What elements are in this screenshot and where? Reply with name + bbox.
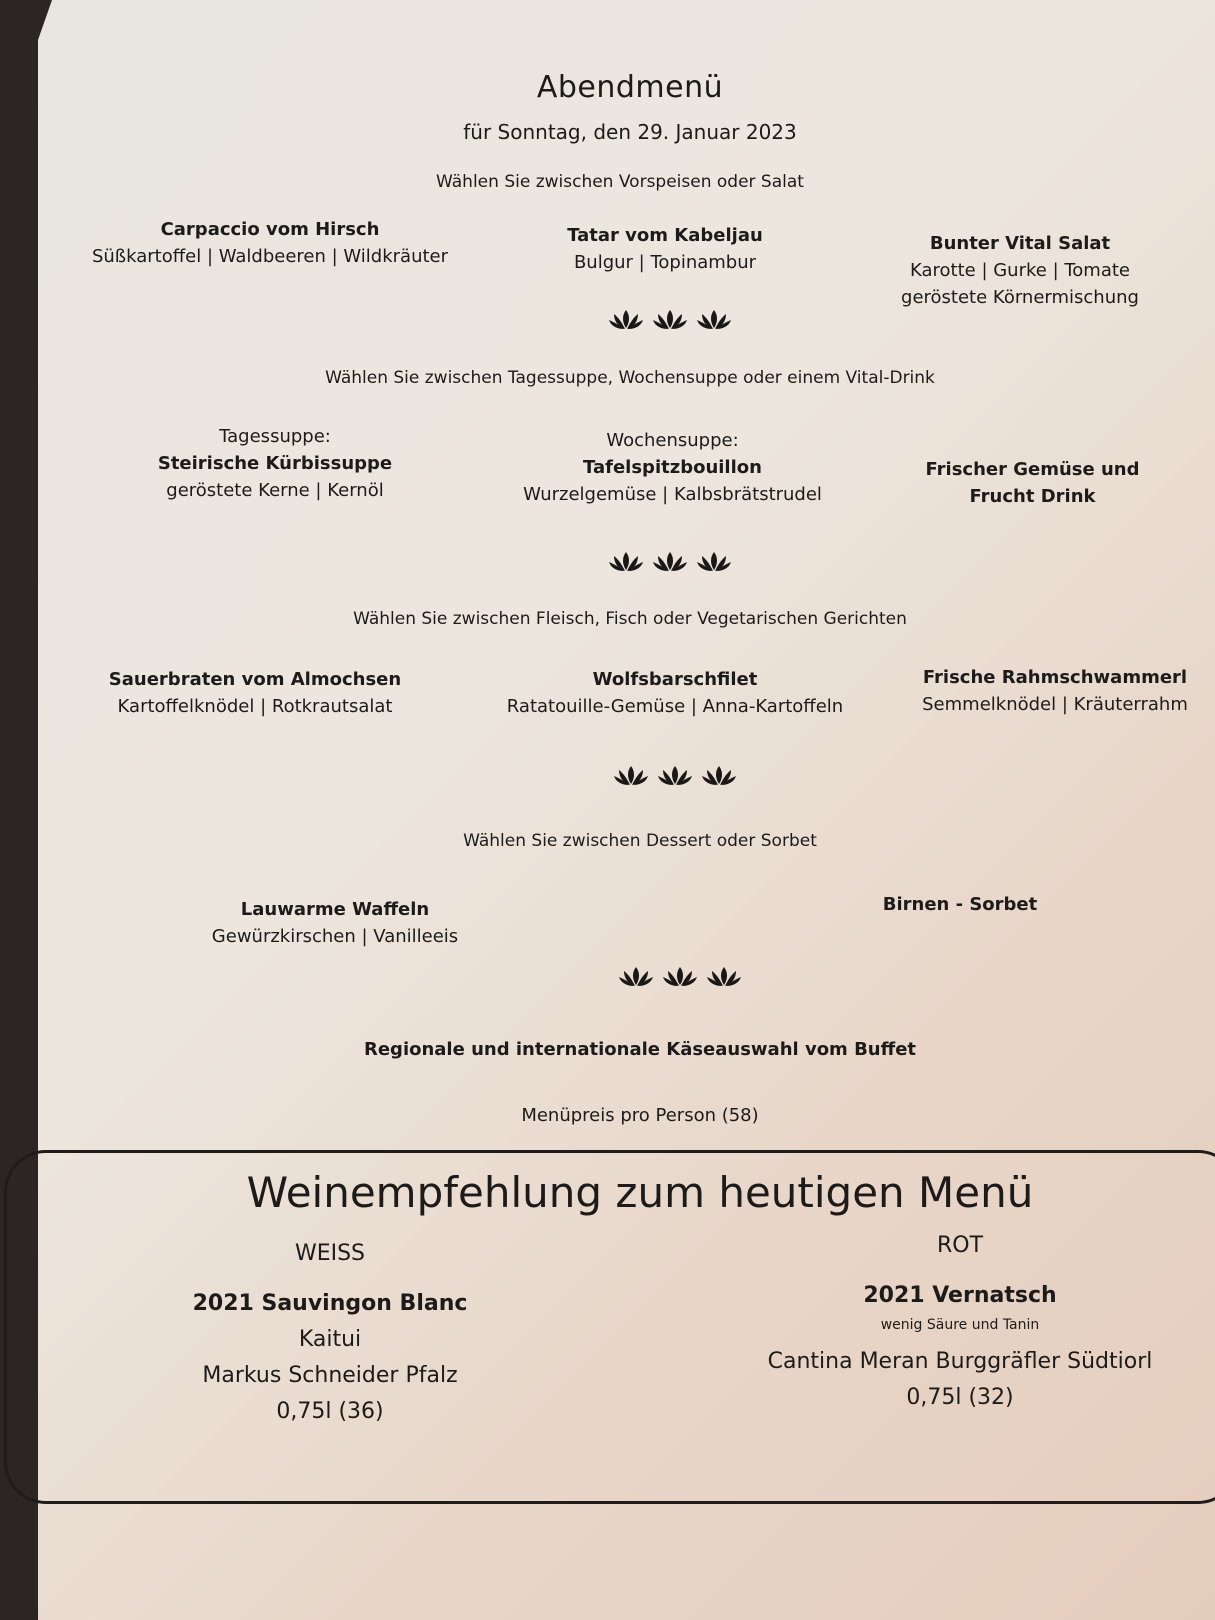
lotus-icon	[618, 965, 654, 987]
course1-dish-3	[870, 230, 1170, 311]
dish-name: Carpaccio vom Hirsch	[160, 219, 380, 240]
dish-desc: Semmelknödel | Kräuterrahm	[922, 694, 1188, 715]
course3-dish-2	[490, 666, 860, 720]
menu-date: für Sonntag, den 29. Januar 2023	[463, 120, 797, 144]
wine-white-line: Kaitui	[298, 1327, 362, 1352]
dish-name: Birnen - Sorbet	[882, 894, 1038, 915]
wine-red	[760, 1228, 1160, 1416]
wine-white-name: 2021 Sauvingon Blanc	[192, 1291, 468, 1316]
divider-3	[565, 764, 785, 786]
cheese-line: Regionale und internationale Käseauswahl vom Buffet	[363, 1039, 917, 1060]
dish-desc: geröstete Körnermischung	[901, 287, 1139, 308]
lotus-icon	[706, 965, 742, 987]
dish-desc: Ratatouille-Gemüse | Anna-Kartoffeln	[506, 696, 844, 717]
divider-2	[560, 550, 780, 572]
dish-desc: Süßkartoffel | Waldbeeren | Wildkräuter	[91, 246, 449, 267]
dish-desc: geröstete Kerne | Kernöl	[166, 480, 384, 501]
dish-name: Sauerbraten vom Almochsen	[108, 669, 402, 690]
wine-white	[180, 1236, 480, 1430]
dish-name: Wolfsbarschfilet	[592, 669, 758, 690]
lotus-icon	[652, 550, 688, 572]
wine-title: Weinempfehlung zum heutigen Menü	[246, 1168, 1034, 1217]
course4-hint: Wählen Sie zwischen Dessert oder Sorbet	[463, 831, 817, 851]
course1-dish-2	[500, 222, 830, 276]
wine-white-price: 0,75l (36)	[276, 1399, 384, 1424]
dish-name: Steirische Kürbissuppe	[157, 453, 393, 474]
course4-dish-1	[175, 896, 495, 950]
course1-dish-1	[80, 216, 460, 270]
course2-hint: Wählen Sie zwischen Tagessuppe, Wochensuppe oder einem Vital-Drink	[325, 368, 935, 388]
lotus-icon	[696, 308, 732, 330]
wine-red-note: wenig Säure und Tanin	[880, 1317, 1040, 1333]
lotus-icon	[701, 764, 737, 786]
lotus-icon	[613, 764, 649, 786]
lotus-icon	[657, 764, 693, 786]
dish-name: Frischer Gemüse und	[925, 459, 1140, 480]
wine-red-price: 0,75l (32)	[906, 1385, 1014, 1410]
lotus-icon	[662, 965, 698, 987]
dish-name: Tafelspitzbouillon	[583, 457, 762, 478]
lotus-icon	[608, 308, 644, 330]
dish-label: Tagessuppe:	[219, 426, 331, 447]
dish-desc: Kartoffelknödel | Rotkrautsalat	[117, 696, 393, 717]
wine-red-name: 2021 Vernatsch	[863, 1283, 1057, 1308]
menu-price: Menüpreis pro Person (58)	[521, 1105, 759, 1126]
course3-dish-3	[905, 664, 1205, 718]
dish-name: Frucht Drink	[969, 486, 1096, 507]
wine-white-heading: WEISS	[294, 1241, 366, 1266]
dish-desc: Gewürzkirschen | Vanilleeis	[211, 926, 459, 947]
lotus-icon	[696, 550, 732, 572]
wine-red-line: Cantina Meran Burggräfler Südtiorl	[767, 1349, 1153, 1374]
wine-red-heading: ROT	[936, 1233, 984, 1258]
dish-name: Lauwarme Waffeln	[240, 899, 430, 920]
dish-desc: Bulgur | Topinambur	[573, 252, 757, 273]
course2-dish-1	[120, 423, 430, 504]
dish-label: Wochensuppe:	[606, 430, 739, 451]
course2-dish-3	[900, 456, 1165, 510]
divider-4	[570, 965, 790, 987]
dish-name: Bunter Vital Salat	[929, 233, 1111, 254]
lotus-icon	[608, 550, 644, 572]
dish-desc: Karotte | Gurke | Tomate	[910, 260, 1130, 281]
course2-dish-2	[500, 427, 845, 508]
course3-hint: Wählen Sie zwischen Fleisch, Fisch oder Vegetarischen Gerichten	[353, 609, 907, 629]
course1-hint: Wählen Sie zwischen Vorspeisen oder Salat	[436, 172, 804, 192]
lotus-icon	[652, 308, 688, 330]
wine-white-line: Markus Schneider Pfalz	[202, 1363, 458, 1388]
dish-name: Tatar vom Kabeljau	[567, 225, 763, 246]
course4-dish-2	[830, 891, 1090, 918]
dish-name: Frische Rahmschwammerl	[922, 667, 1188, 688]
dish-desc: Wurzelgemüse | Kalbsbrätstrudel	[523, 484, 822, 505]
divider-1	[560, 308, 780, 330]
page-title: Abendmenü	[536, 70, 724, 105]
course3-dish-1	[90, 666, 420, 720]
